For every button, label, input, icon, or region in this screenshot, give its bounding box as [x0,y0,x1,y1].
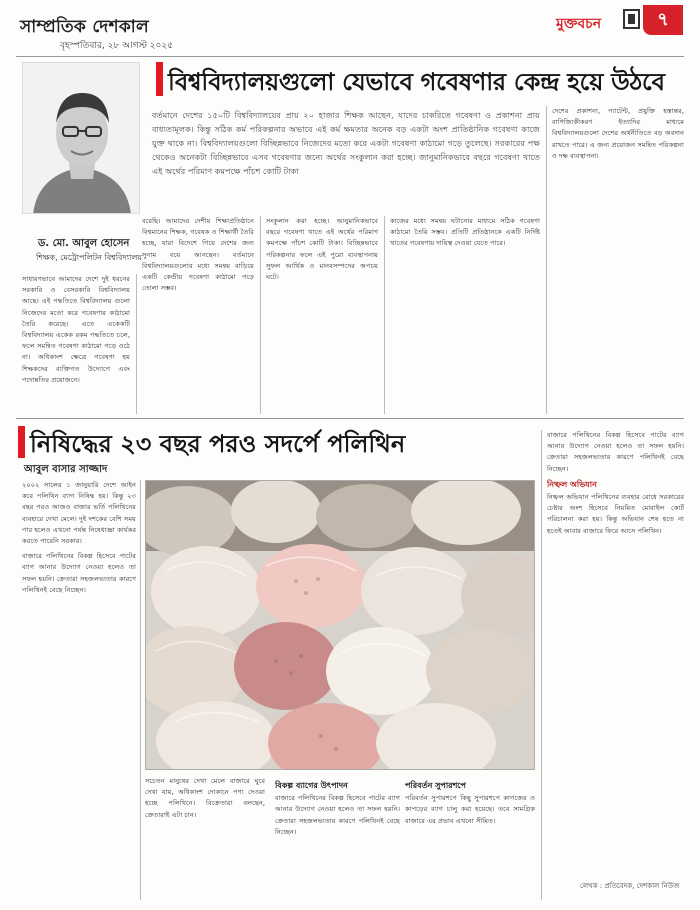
column-text: সাধারণভাবে আমাদের দেশে দুই ধরনের সরকারি ও বেসরকারি বিশ্ববিদ্যালয় আছে। এই পদ্ধতিতে বিশ্ববিদ্যালয় গুলো নিজেদের মতো করে গবেষণার কাঠামো তৈরি করেছে। এতে একেকটি বিশ্ববিদ্যালয় একেক রকম পদ্ধতিতে চলে, ফলে সমন্বিত গবেষণা কাঠামো গড়ে ওঠে না। অধিকাংশ ক্ষেত্রে গবেষণা হয় শিক্ষকদের ব্যক্তিগত উদ্যোগে এবং পদোন্নতির প্রয়োজনে। [22,275,130,384]
article1-column-5 [552,106,684,414]
masthead-title: সাম্প্রতিক দেশকাল [20,17,149,37]
column-text: বরেছি। আমাদের দেশীয় শিক্ষাপ্রতিষ্ঠানে বিশ্বমানের শিক্ষক, গবেষক ও শিক্ষার্থী তৈরি হচ্ছে, যারা বিদেশে গিয়ে দেশের জন্য সুনাম বয়ে আনছেন। বর্তমানে বিশ্ববিদ্যালয়গুলোর মধ্যে সমন্বয় বাড়িয়ে একটি কেন্দ্রীয় গবেষণা কাঠামো গড়ে তোলা সম্ভব। [142,217,254,293]
article1-column-2 [142,216,254,414]
subhead: নিষ্ফল অভিযান [547,479,597,489]
column-text: পরিবর্তন সুপারশপে কিছু সুপারশপে কাগজের ও কাপড়ের ব্যাগ চালু করা হয়েছে। তবে সামগ্রিক বাজারে এর প্রভাব এখনো সীমিত। [405,794,535,825]
article2-column-2 [145,776,265,906]
article1-column-4 [390,216,540,414]
column-text: বাজারে পলিথিনের বিকল্প হিসেবে পাটের ব্যাগ আনার উদ্যোগ নেওয়া হলেও তা সফল হয়নি। ক্রেতারা সহজলভ্যতার কারণে পলিথিনই বেছে নিচ্ছেন। [275,794,400,836]
article2-column-3 [275,776,400,906]
column-divider [384,216,385,414]
column-divider [546,106,547,414]
article1-column-3 [266,216,378,414]
section-divider [16,418,684,419]
article2-byline: আবুল বাসার সাজ্জাদ [24,464,108,475]
author-name: ড. মো. আবুল হোসেন [38,238,130,249]
article2-column-1 [22,480,136,900]
article1-headline: বিশ্ববিদ্যালয়গুলো যেভাবে গবেষণার কেন্দ্র হয়ে উঠবে [168,67,665,96]
column-text: সচেতন মানুষের দেখা মেলে বাজারে ঘুরে দেখা যায়, অধিকাংশ দোকানে পণ্য দেওয়া হচ্ছে পলিথিনে। বিক্রেতারা বলছেন, ক্রেতারাই এটা চান। [145,777,265,819]
column-text: সংকুলান করা হচ্ছে। আনুমানিকভাবে বছরে গবেষণা খাতে এই অর্থের পরিমাণ কমপক্ষে পাঁচশ কোটি টাকা। বিচ্ছিন্নভাবে পরিকল্পনার ফলে এই পুরো ব্যবস্থাপনায় সুফল আর্থিক ও মানবসম্পদের অপচয় ঘটে। [266,217,378,282]
subhead: বিকল্প ব্যাগের উৎপাদন [275,781,348,790]
column-divider [136,274,137,414]
author-title: শিক্ষক, মেট্রোপলিটন বিশ্ববিদ্যালয় [36,253,143,262]
issue-date: বৃহস্পতিবার, ২৮ আগস্ট ২০২৫ [60,41,174,51]
article1-column-1 [22,274,130,414]
column-text: ২০০২ সালের ১ জানুয়ারি দেশে আইন করে পলিথিন ব্যাগ নিষিদ্ধ হয়। কিন্তু ২৩ বছর পরও আজও বাজার ভর্তি পলিথিনের ব্যবহারে দেখা মেলে। দুই দশকের বেশি সময় পার হলেও এখনো পর্যন্ত নিষেধাজ্ঞা কার্যকর করতে পারেনি সরকার। [22,481,136,546]
column-text: নিষ্ফল অভিযান পলিথিনের ব্যবহার রোধে সরকারের চেষ্টার অংশ হিসেবে নিয়মিত মোবাইল কোর্ট পরিচালনা করা হয়। কিন্তু অভিযান শেষ হতে না হতেই আবার বাজারে ফিরে আসে পলিথিন। [547,493,684,535]
headline-accent-bar [156,62,163,96]
author-note: লেখক : প্রতিবেদক, দেশকাল নিউজ [580,882,680,890]
column-divider [140,480,141,900]
section-name: মুক্তবচন [556,16,602,32]
section-logo-icon [623,9,640,29]
article1-intro: বর্তমানে দেশের ১৫০টি বিশ্ববিদ্যালয়ের প্রায় ২০ হাজার শিক্ষক আছেন, যাদের চাকরিতে গবেষণা ও প্রকাশনা প্রায় বাধ্যতামূলক। কিন্তু সঠিক কর্ম পরিকল্পনার অভাবে এই কর্ম ক্ষমতার অনেক বড় একটা অংশ প্রাতিষ্ঠানিক গবেষণা কাজে যুক্ত থাকে না। বিশ্ববিদ্যালয়গুলো বিচ্ছিন্নভাবে নিজেদের মতো করে একটা গবেষণা কাঠামো গড়ে তুলেছে। সরকারের পক্ষ থেকেও অনেকটা বিচ্ছিন্নভাবে এসব গবেষণার জন্যে অর্থের সংকুলান করা হচ্ছে। জানুমানিকভাবে বছরে গবেষণা খাতে এই অর্থের পরিমাণ কমপক্ষে পাঁচশ কোটি টাকা [152,110,540,176]
column-text: দেশের প্রকাশনা, প্যাটেন্ট, প্রযুক্তি হস্তান্তর, বাণিজ্যিকীকরণ ইত্যাদির মাধ্যমে বিশ্ববিদ্যালয়গুলো দেশের অর্থনীতিতে বড় অবদান রাখতে পারে। এ জন্য প্রয়োজন সমন্বিত পরিকল্পনা ও দক্ষ ব্যবস্থাপনা। [552,107,684,160]
column-text: কাজের মধ্যে সমন্বয় ঘটানোর মাধ্যমে সঠিক গবেষণা কাঠামো তৈরি সম্ভব। প্রতিটি প্রতিষ্ঠানকে একটি নির্দিষ্ট খাতের গবেষণায় দায়িত্ব দেওয়া যেতে পারে। [390,217,540,248]
page-number: ৭ [643,5,683,35]
polythene-bags-photo [145,480,535,770]
column-divider [541,430,542,900]
column-text: বাজারে পলিথিনের বিকল্প হিসেবে পাটের ব্যাগ আনার উদ্যোগ নেওয়া হলেও তা সফল হয়নি। ক্রেতারা সহজলভ্যতার কারণে পলিথিনই বেছে নিচ্ছেন। [547,431,684,473]
top-divider [16,56,684,57]
subhead: পরিবর্তন সুপারশপে [405,781,466,790]
headline-accent-bar [18,426,25,458]
article2-headline: নিষিদ্ধের ২৩ বছর পরও সদর্পে পলিথিন [30,429,406,458]
article2-column-5 [547,430,684,870]
article2-column-4 [405,776,535,906]
author-portrait [22,62,140,214]
column-divider [260,216,261,414]
column-text: বাজারে পলিথিনের বিকল্প হিসেবে পাটের ব্যাগ আনার উদ্যোগ নেওয়া হলেও তা সফল হয়নি। ক্রেতারা সহজলভ্যতার কারণে পলিথিনই বেছে নিচ্ছেন। [22,552,136,594]
